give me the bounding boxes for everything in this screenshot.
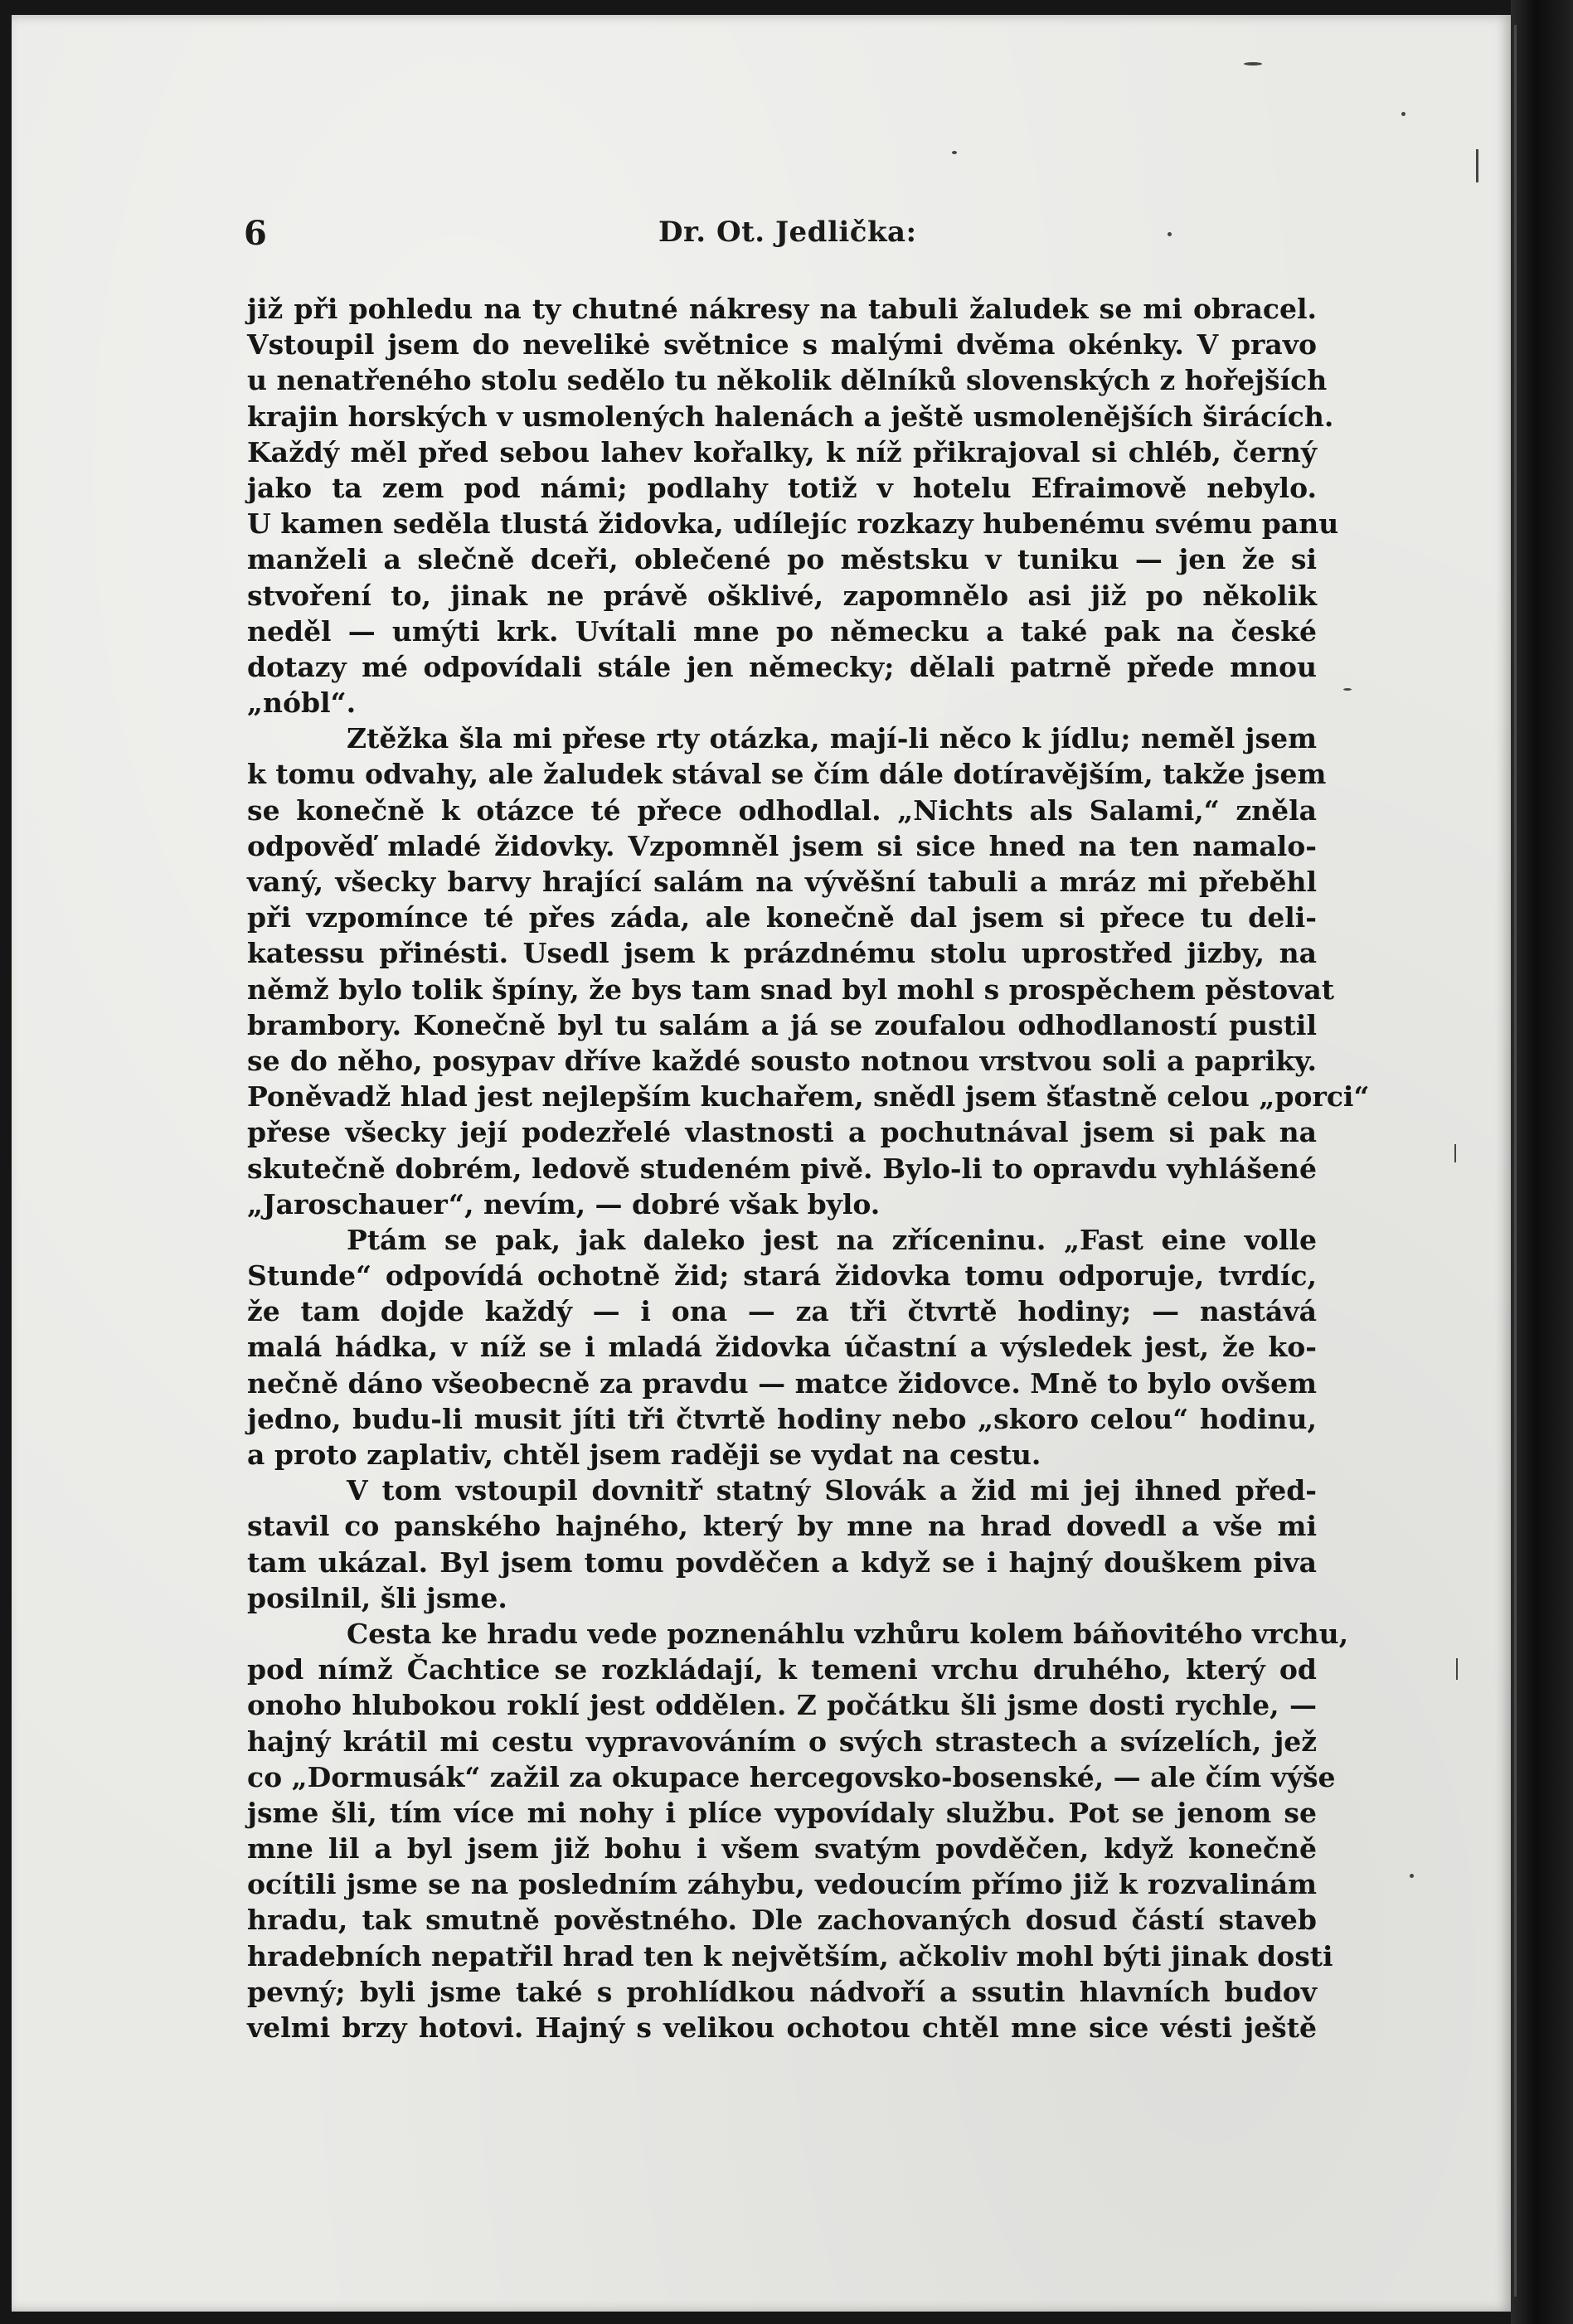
text-line: katessu přinésti. Usedl jsem k prázdnému stolu uprostřed jizby, na bbox=[247, 937, 1317, 970]
text-line: „Jaroschauer“, nevím, — dobré však bylo. bbox=[247, 1187, 881, 1220]
text-line: pevný; byli jsme také s prohlídkou nádvoří a ssutin hlavních budov bbox=[247, 1975, 1317, 2008]
text-line: Stunde“ odpovídá ochotně žid; stará židovka tomu odporuje, tvrdíc, bbox=[247, 1259, 1317, 1293]
text-line: jedno, budu-li musit jíti tři čtvrtě hodiny nebo „skoro celou“ hodinu, bbox=[247, 1402, 1317, 1435]
text-line: stvoření to, jinak ne právě ošklivé, zapomnělo asi již po několik bbox=[247, 579, 1317, 612]
text-line: neděl — umýti krk. Uvítali mne po německu a také pak na české bbox=[247, 614, 1317, 648]
text-line: Každý měl před sebou lahev kořalky, k níž přikrajoval si chléb, černý bbox=[247, 435, 1317, 468]
text-line: jsme šli, tím více mi nohy i plíce vypovídaly službu. Pot se jenom se bbox=[247, 1796, 1317, 1829]
book-edge bbox=[1511, 0, 1573, 2324]
page-header bbox=[244, 214, 1322, 264]
text-line: pod nímž Čachtice se rozkládají, k temeni vrchu druhého, který od bbox=[247, 1653, 1317, 1686]
text-line: jako ta zem pod námi; podlahy totiž v hotelu Efraimově nebylo. bbox=[247, 471, 1317, 504]
text-line: a proto zaplativ, chtěl jsem raději se vydat na cestu. bbox=[247, 1439, 1041, 1471]
text-line: onoho hlubokou roklí jest oddělen. Z počátku šli jsme dosti rychle, — bbox=[247, 1689, 1317, 1722]
text-line: vaný, všecky barvy hrající salám na vývěšní tabuli a mráz mi přeběhl bbox=[247, 866, 1317, 898]
text-line: Vstoupil jsem do nevelikė světnice s malými dvěma okénky. V pravo bbox=[247, 328, 1317, 361]
text-line: stavil co panského hajného, který by mne na hrad dovedl a vše mi bbox=[247, 1510, 1317, 1543]
text-line: manželi a slečně dceři, oblečené po městsku v tuniku — jen že si bbox=[247, 543, 1317, 576]
body-text bbox=[247, 291, 1370, 2045]
paper-sheet bbox=[12, 15, 1511, 2312]
text-line: V tom vstoupil dovnitř statný Slovák a žid mi jej ihned před- bbox=[347, 1474, 1317, 1507]
scan-speck bbox=[1244, 62, 1262, 65]
text-line: přese všecky její podezřelé vlastnosti a pochutnával jsem si pak na bbox=[247, 1116, 1317, 1149]
scan-speck bbox=[1456, 1658, 1458, 1680]
text-line: hradebních nepatřil hrad ten k největším, ačkoliv mohl býti jinak dosti bbox=[247, 1939, 1333, 1972]
page-number: 6 bbox=[244, 214, 267, 253]
scan-speck bbox=[1401, 112, 1406, 116]
text-line: Ptám se pak, jak daleko jest na zříceninu. „Fast eine volle bbox=[347, 1223, 1317, 1256]
text-line: se konečně k otázce té přece odhodlal. „Nichts als Salami,“ zněla bbox=[247, 793, 1317, 827]
text-line: U kamen seděla tlustá židovka, udílejíc rozkazy hubenému svému panu bbox=[247, 507, 1339, 541]
scan-speck bbox=[952, 151, 957, 154]
text-line: Ztěžka šla mi přese rty otázka, mají-li něco k jídlu; neměl jsem bbox=[347, 722, 1317, 755]
text-line: „nóbl“. bbox=[247, 687, 357, 720]
text-line: odpověď mladé židovky. Vzpomněl jsem si sice hned na ten namalo- bbox=[247, 829, 1317, 862]
text-line: co „Dormusák“ zažil za okupace hercegovsko-bosenské, — ale čím výše bbox=[247, 1760, 1336, 1793]
text-line: při vzpomínce té přes záda, ale konečně dal jsem si přece tu deli- bbox=[247, 901, 1317, 934]
text-line: již při pohledu na ty chutné nákresy na tabuli žaludek se mi obracel. bbox=[247, 293, 1317, 325]
text-line: hradu, tak smutně pověstného. Dle zachovaných dosud částí staveb bbox=[247, 1904, 1317, 1937]
text-line: posilnil, šli jsme. bbox=[247, 1581, 507, 1614]
text-line: ocítili jsme se na posledním záhybu, vedoucím přímo již k rozvalinám bbox=[247, 1868, 1317, 1901]
text-line: dotazy mé odpovídali stále jen německy; dělali patrně přede mnou bbox=[247, 650, 1317, 683]
text-line: hajný krátil mi cestu vypravováním o svých strastech a svízelích, jež bbox=[247, 1725, 1317, 1758]
scan-speck bbox=[1343, 688, 1352, 691]
text-line: němž bylo tolik špíny, že bys tam snad byl mohl s prospěchem pěstovat bbox=[247, 973, 1334, 1006]
text-line: brambory. Konečně byl tu salám a já se zoufalou odhodlaností pustil bbox=[247, 1008, 1317, 1041]
scan-speck bbox=[1454, 1144, 1456, 1162]
text-line: u nenatřeného stolu sedělo tu několik dělníků slovenských z hořejších bbox=[247, 364, 1328, 397]
scan-speck bbox=[1476, 149, 1478, 182]
text-line: Poněvadž hlad jest nejlepším kuchařem, snědl jsem šťastně celou „porci“ bbox=[247, 1080, 1370, 1113]
text-line: krajin horských v usmolených halenách a ještě usmolenějších širácích. bbox=[247, 400, 1334, 433]
scan-speck bbox=[1410, 1874, 1414, 1878]
text-line: mne lil a byl jsem již bohu i všem svatým povděčen, když konečně bbox=[247, 1832, 1317, 1866]
text-line: velmi brzy hotovi. Hajný s velikou ochotou chtěl mne sice vésti ještě bbox=[247, 2011, 1317, 2044]
book-edge-line bbox=[1514, 25, 1517, 2297]
text-line: se do něho, posypav dříve každé sousto notnou vrstvou soli a papriky. bbox=[247, 1044, 1317, 1077]
running-head: Dr. Ot. Jedlička: bbox=[658, 216, 917, 249]
text-line: nečně dáno všeobecně za pravdu — matce židovce. Mně to bylo ovšem bbox=[247, 1366, 1318, 1400]
scan-speck bbox=[1168, 232, 1172, 236]
text-line: že tam dojde každý — i ona — za tři čtvrtě hodiny; — nastává bbox=[247, 1295, 1317, 1328]
text-line: tam ukázal. Byl jsem tomu povděčen a když se i hajný douškem piva bbox=[247, 1545, 1317, 1579]
text-line: Cesta ke hradu vede poznenáhlu vzhůru kolem báňovitého vrchu, bbox=[347, 1617, 1349, 1650]
text-line: k tomu odvahy, ale žaludek stával se čím dále dotíravějším, takže jsem bbox=[247, 758, 1327, 791]
text-line: malá hádka, v níž se i mladá židovka účastní a výsledek jest, že ko- bbox=[247, 1331, 1317, 1364]
text-line: skutečně dobrém, ledově studeném pivě. Bylo-li to opravdu vyhlášené bbox=[247, 1152, 1317, 1185]
